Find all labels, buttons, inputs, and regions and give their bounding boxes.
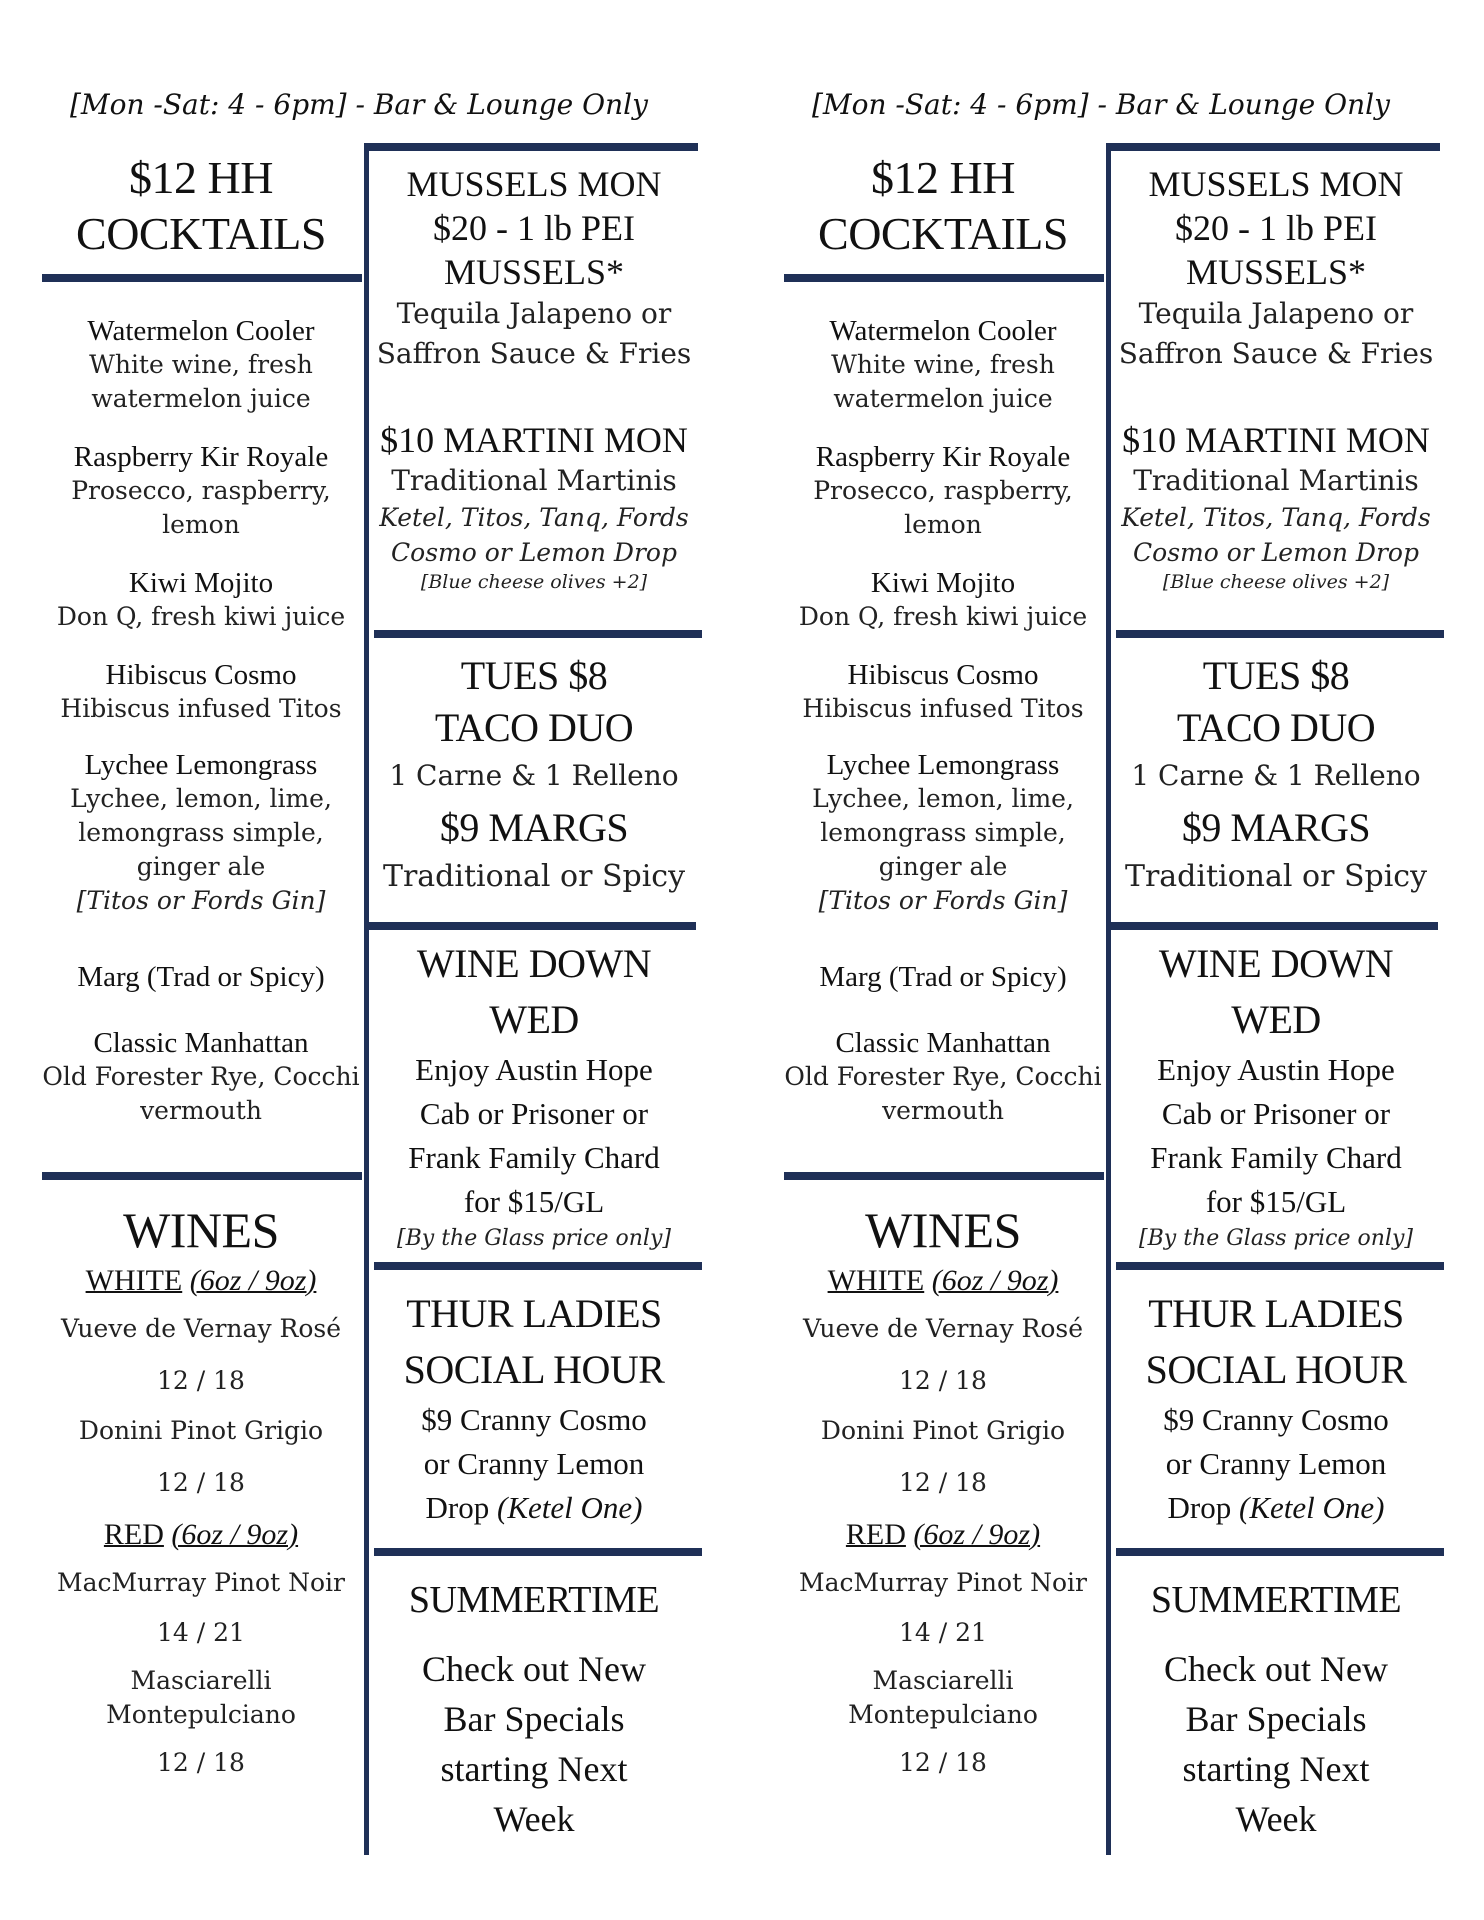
mussels-desc: Saffron Sauce & Fries — [376, 337, 692, 370]
red-label: RED — [103, 1518, 164, 1551]
wine-name: Montepulciano — [848, 1700, 1038, 1729]
wine-name: Masciarelli — [872, 1666, 1014, 1695]
cocktail-note: [Titos or Fords Gin] — [76, 886, 326, 915]
thursday-desc: or Cranny Lemon — [1165, 1446, 1387, 1481]
tuesday-desc: 1 Carne & 1 Relleno — [1131, 759, 1421, 792]
wednesday-section — [1110, 936, 1442, 1254]
cocktail-item — [784, 314, 1102, 416]
wednesday-desc: Enjoy Austin Hope — [1157, 1052, 1395, 1087]
cocktail-desc: Prosecco, raspberry, — [813, 476, 1073, 505]
thursday-desc — [1110, 1486, 1442, 1530]
cocktail-desc: Old Forester Rye, Cocchi — [42, 1062, 360, 1091]
thursday-title: SOCIAL HOUR — [403, 1347, 665, 1392]
mussels-title: $20 - 1 lb PEI — [433, 208, 635, 248]
wednesday-desc: Cab or Prisoner or — [1161, 1096, 1391, 1131]
mussels-title: $20 - 1 lb PEI — [1175, 208, 1377, 248]
wednesday-desc: for $15/GL — [463, 1184, 605, 1219]
tuesday-title: TACO DUO — [434, 705, 634, 750]
cocktail-item — [42, 566, 360, 634]
wine-name: Montepulciano — [106, 1700, 296, 1729]
cocktail-name: Marg (Trad or Spicy) — [77, 961, 325, 993]
cocktail-desc: lemon — [162, 510, 240, 539]
martini-note: [Blue cheese olives +2] — [420, 571, 648, 593]
mussels-title: MUSSELS* — [1185, 252, 1367, 292]
cocktail-item — [42, 1026, 360, 1128]
cocktail-desc: Hibiscus infused Titos — [60, 694, 342, 723]
cocktail-item — [42, 658, 360, 726]
wednesday-title: WED — [1231, 997, 1321, 1042]
divider — [374, 1262, 702, 1270]
divider — [1110, 922, 1438, 930]
wine-name: Donini Pinot Grigio — [820, 1416, 1066, 1445]
tuesday-title: TUES $8 — [1202, 653, 1350, 698]
wines-white-header — [784, 1264, 1102, 1298]
thursday-desc-part: Drop — [425, 1490, 497, 1525]
summertime-section — [368, 1576, 700, 1844]
wine-price: 12 / 18 — [157, 1468, 245, 1497]
summertime-desc: Bar Specials — [443, 1699, 625, 1739]
cocktail-name: Classic Manhattan — [835, 1027, 1051, 1059]
cocktail-desc: Old Forester Rye, Cocchi — [784, 1062, 1102, 1091]
white-label: WHITE — [85, 1264, 183, 1297]
menu-panel-right — [742, 0, 1484, 1920]
cocktail-item — [784, 1026, 1102, 1128]
cocktail-item — [42, 748, 360, 918]
cocktails-section — [784, 150, 1102, 262]
mussels-title: MUSSELS MON — [406, 164, 662, 204]
cocktail-name: Lychee Lemongrass — [826, 749, 1060, 781]
wednesday-note: [By the Glass price only] — [397, 1226, 671, 1251]
thursday-section — [368, 1286, 700, 1530]
red-label: RED — [845, 1518, 906, 1551]
cocktail-name: Raspberry Kir Royale — [815, 441, 1071, 473]
divider — [42, 1172, 362, 1180]
wines-red-header — [784, 1518, 1102, 1552]
tuesday-section — [368, 650, 700, 900]
summertime-desc: Bar Specials — [1185, 1699, 1367, 1739]
cocktail-name: Lychee Lemongrass — [84, 749, 318, 781]
tuesday-section — [1110, 650, 1442, 900]
wines-title: WINES — [123, 1202, 279, 1258]
mussels-title: MUSSELS MON — [1148, 164, 1404, 204]
cocktail-name: Hibiscus Cosmo — [847, 659, 1039, 691]
wine-name: Masciarelli — [130, 1666, 272, 1695]
thursday-title: THUR LADIES — [1148, 1291, 1404, 1336]
margs-desc: Traditional or Spicy — [382, 859, 686, 894]
wednesday-note: [By the Glass price only] — [1139, 1226, 1413, 1251]
summertime-desc: Week — [1235, 1799, 1317, 1839]
martini-desc: Traditional Martinis — [1133, 464, 1419, 497]
divider — [374, 1548, 702, 1556]
divider — [784, 274, 1104, 282]
martini-title: $10 MARTINI MON — [1122, 420, 1430, 460]
wine-name: Donini Pinot Grigio — [78, 1416, 324, 1445]
mussels-title: MUSSELS* — [443, 252, 625, 292]
martini-desc: Ketel, Titos, Tanq, Fords — [379, 503, 689, 532]
wines-white-header — [42, 1264, 360, 1298]
wednesday-title: WINE DOWN — [416, 941, 652, 986]
thursday-desc-part: Drop — [1167, 1490, 1239, 1525]
cocktail-desc: Hibiscus infused Titos — [802, 694, 1084, 723]
cocktails-title: COCKTAILS — [818, 208, 1068, 259]
wine-price: 12 / 18 — [157, 1366, 245, 1395]
hours-header: [Mon -Sat: 4 - 6pm] - Bar & Lounge Only — [70, 88, 648, 121]
wine-name: Vueve de Vernay Rosé — [60, 1314, 342, 1343]
white-label: WHITE — [827, 1264, 925, 1297]
wines-section — [42, 1200, 360, 1780]
thursday-desc-part: (Ketel One) — [497, 1490, 643, 1525]
cocktail-item — [784, 440, 1102, 542]
wine-name: MacMurray Pinot Noir — [57, 1568, 345, 1597]
cocktail-name: Hibiscus Cosmo — [105, 659, 297, 691]
red-sizes: (6oz / 9oz) — [171, 1518, 299, 1551]
cocktail-desc: Don Q, fresh kiwi juice — [56, 602, 346, 631]
tuesday-title: TACO DUO — [1176, 705, 1376, 750]
wine-name: MacMurray Pinot Noir — [799, 1568, 1087, 1597]
martini-section — [1110, 418, 1442, 594]
cocktail-name: Classic Manhattan — [93, 1027, 309, 1059]
cocktail-name: Kiwi Mojito — [128, 567, 274, 599]
martini-title: $10 MARTINI MON — [380, 420, 688, 460]
wine-price: 12 / 18 — [157, 1748, 245, 1777]
wine-price: 14 / 21 — [899, 1618, 987, 1647]
divider — [1110, 143, 1440, 151]
margs-desc: Traditional or Spicy — [1124, 859, 1428, 894]
cocktail-desc: vermouth — [882, 1096, 1004, 1125]
thursday-title: SOCIAL HOUR — [1145, 1347, 1407, 1392]
cocktail-item — [42, 960, 360, 994]
divider — [42, 274, 362, 282]
cocktail-desc: vermouth — [140, 1096, 262, 1125]
divider — [368, 143, 698, 151]
summertime-title: SUMMERTIME — [408, 1579, 660, 1621]
cocktail-desc: watermelon juice — [833, 384, 1053, 413]
cocktail-desc: watermelon juice — [91, 384, 311, 413]
cocktail-desc: Prosecco, raspberry, — [71, 476, 331, 505]
cocktails-title: $12 HH — [129, 152, 273, 203]
cocktails-title: $12 HH — [871, 152, 1015, 203]
wine-price: 12 / 18 — [899, 1468, 987, 1497]
thursday-desc-part: (Ketel One) — [1239, 1490, 1385, 1525]
cocktail-desc: Lychee, lemon, lime, — [70, 784, 332, 813]
summertime-desc: starting Next — [1182, 1749, 1370, 1789]
thursday-desc: $9 Cranny Cosmo — [1163, 1402, 1389, 1437]
cocktail-desc: lemon — [904, 510, 982, 539]
thursday-desc: $9 Cranny Cosmo — [421, 1402, 647, 1437]
hours-header: [Mon -Sat: 4 - 6pm] - Bar & Lounge Only — [812, 88, 1390, 121]
cocktail-desc: ginger ale — [136, 852, 266, 881]
summertime-desc: starting Next — [440, 1749, 628, 1789]
cocktail-desc: Don Q, fresh kiwi juice — [798, 602, 1088, 631]
cocktail-name: Marg (Trad or Spicy) — [819, 961, 1067, 993]
wednesday-desc: Frank Family Chard — [1150, 1140, 1402, 1175]
martini-desc: Cosmo or Lemon Drop — [391, 538, 677, 567]
wines-section — [784, 1200, 1102, 1780]
summertime-section — [1110, 1576, 1442, 1844]
divider — [374, 630, 702, 638]
wednesday-desc: Cab or Prisoner or — [419, 1096, 649, 1131]
martini-note: [Blue cheese olives +2] — [1162, 571, 1390, 593]
cocktail-desc: ginger ale — [878, 852, 1008, 881]
thursday-section — [1110, 1286, 1442, 1530]
cocktail-item — [784, 748, 1102, 918]
divider — [1116, 630, 1444, 638]
divider — [1116, 1262, 1444, 1270]
cocktail-note: [Titos or Fords Gin] — [818, 886, 1068, 915]
summertime-desc: Check out New — [422, 1649, 646, 1689]
martini-desc: Traditional Martinis — [391, 464, 677, 497]
tuesday-title: TUES $8 — [460, 653, 608, 698]
cocktail-desc: White wine, fresh — [831, 350, 1055, 379]
summertime-desc: Week — [493, 1799, 575, 1839]
wine-price: 12 / 18 — [899, 1748, 987, 1777]
cocktail-item — [784, 960, 1102, 994]
cocktail-name: Raspberry Kir Royale — [73, 441, 329, 473]
margs-title: $9 MARGS — [1181, 805, 1371, 850]
red-sizes: (6oz / 9oz) — [913, 1518, 1041, 1551]
wednesday-desc: for $15/GL — [1205, 1184, 1347, 1219]
cocktail-item — [784, 658, 1102, 726]
martini-desc: Cosmo or Lemon Drop — [1133, 538, 1419, 567]
cocktail-item — [784, 566, 1102, 634]
wednesday-title: WINE DOWN — [1158, 941, 1394, 986]
cocktails-title: COCKTAILS — [76, 208, 326, 259]
white-sizes: (6oz / 9oz) — [189, 1264, 317, 1297]
wines-title: WINES — [865, 1202, 1021, 1258]
divider — [368, 922, 696, 930]
cocktail-name: Watermelon Cooler — [829, 315, 1057, 347]
thursday-desc — [368, 1486, 700, 1530]
wine-price: 14 / 21 — [157, 1618, 245, 1647]
cocktail-name: Watermelon Cooler — [87, 315, 315, 347]
martini-section — [368, 418, 700, 594]
cocktail-desc: lemongrass simple, — [820, 818, 1066, 847]
cocktails-section — [42, 150, 360, 262]
tuesday-desc: 1 Carne & 1 Relleno — [389, 759, 679, 792]
thursday-desc: or Cranny Lemon — [423, 1446, 645, 1481]
wines-red-header — [42, 1518, 360, 1552]
cocktail-desc: Lychee, lemon, lime, — [812, 784, 1074, 813]
white-sizes: (6oz / 9oz) — [931, 1264, 1059, 1297]
divider — [1116, 1548, 1444, 1556]
divider — [784, 1172, 1104, 1180]
cocktail-desc: White wine, fresh — [89, 350, 313, 379]
wednesday-section — [368, 936, 700, 1254]
wine-name: Vueve de Vernay Rosé — [802, 1314, 1084, 1343]
margs-title: $9 MARGS — [439, 805, 629, 850]
mussels-section — [1110, 162, 1442, 374]
cocktail-name: Kiwi Mojito — [870, 567, 1016, 599]
mussels-desc: Saffron Sauce & Fries — [1118, 337, 1434, 370]
summertime-desc: Check out New — [1164, 1649, 1388, 1689]
mussels-desc: Tequila Jalapeno or — [1138, 297, 1414, 330]
cocktail-desc: lemongrass simple, — [78, 818, 324, 847]
wednesday-desc: Enjoy Austin Hope — [415, 1052, 653, 1087]
wednesday-desc: Frank Family Chard — [408, 1140, 660, 1175]
thursday-title: THUR LADIES — [406, 1291, 662, 1336]
wednesday-title: WED — [489, 997, 579, 1042]
cocktail-item — [42, 440, 360, 542]
mussels-desc: Tequila Jalapeno or — [396, 297, 672, 330]
martini-desc: Ketel, Titos, Tanq, Fords — [1121, 503, 1431, 532]
mussels-section — [368, 162, 700, 374]
wine-price: 12 / 18 — [899, 1366, 987, 1395]
cocktail-item — [42, 314, 360, 416]
summertime-title: SUMMERTIME — [1150, 1579, 1402, 1621]
